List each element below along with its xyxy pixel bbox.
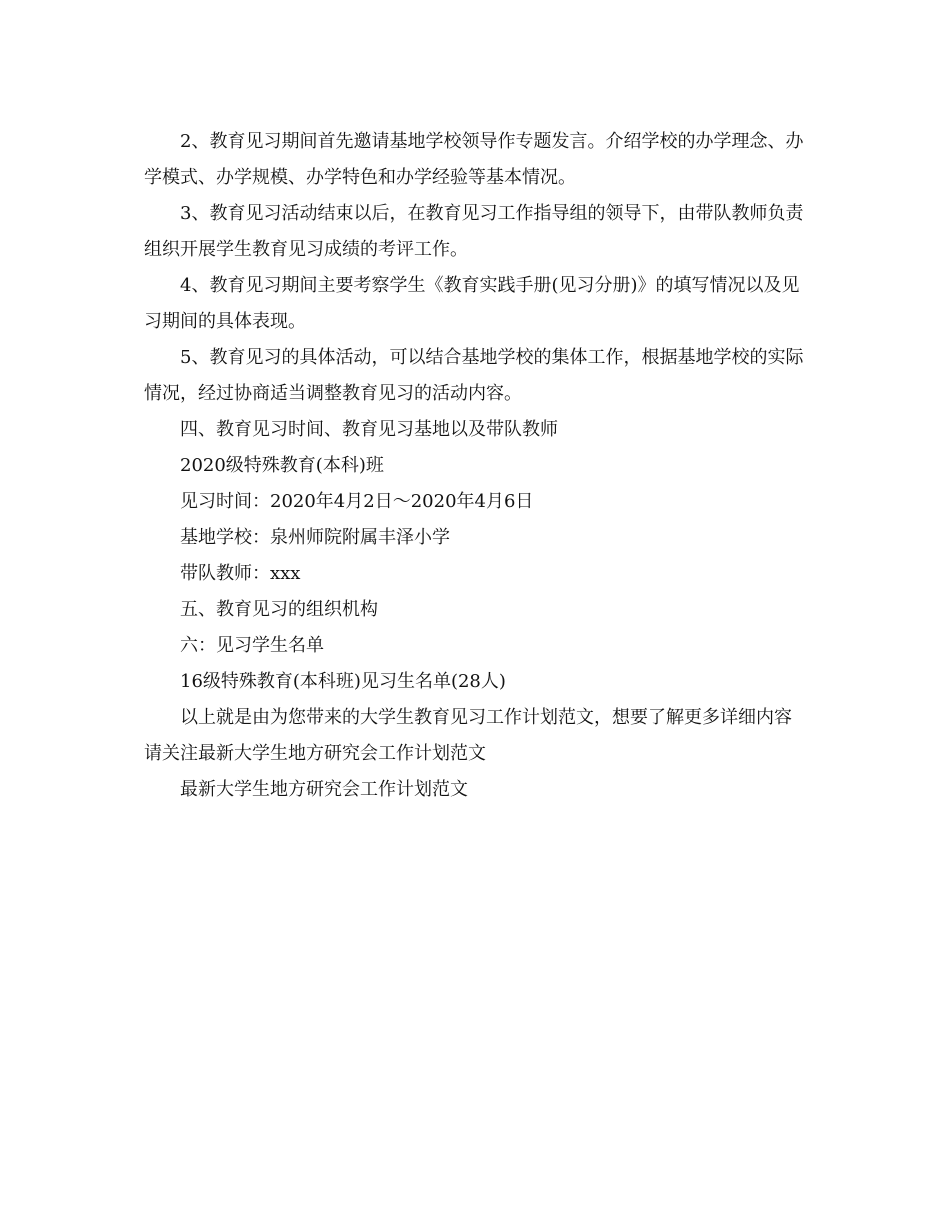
paragraph-item-2: 2、教育见习期间首先邀请基地学校领导作专题发言。介绍学校的办学理念、办学模式、办学规模、办学特色和办学经验等基本情况。: [144, 131, 804, 188]
paragraph-item-5: 5、教育见习的具体活动，可以结合基地学校的集体工作，根据基地学校的实际情况，经过协商适当调整教育见习的活动内容。: [144, 347, 804, 404]
base-school-line: 基地学校：泉州师院附属丰泽小学: [180, 527, 450, 548]
section-heading-6: 六：见习学生名单: [180, 635, 324, 656]
class-name-line: 2020级特殊教育(本科)班: [180, 455, 384, 476]
paragraph-item-4: 4、教育见习期间主要考察学生《教育实践手册(见习分册)》的填写情况以及见习期间的具体表现。: [144, 275, 800, 332]
closing-paragraph: 以上就是由为您带来的大学生教育见习工作计划范文，想要了解更多详细内容请关注最新大学生地方研究会工作计划范文: [144, 707, 792, 764]
related-article-title: 最新大学生地方研究会工作计划范文: [180, 779, 468, 800]
lead-teacher-line: 带队教师：xxx: [180, 563, 301, 584]
section-heading-5: 五、教育见习的组织机构: [180, 599, 378, 620]
internship-time-line: 见习时间：2020年4月2日～2020年4月6日: [180, 491, 534, 512]
paragraph-item-3: 3、教育见习活动结束以后，在教育见习工作指导组的领导下，由带队教师负责组织开展学生教育见习成绩的考评工作。: [144, 203, 804, 260]
student-list-title: 16级特殊教育(本科班)见习生名单(28人): [180, 671, 506, 692]
section-heading-4: 四、教育见习时间、教育见习基地以及带队教师: [180, 419, 558, 440]
document-body: [144, 124, 808, 808]
